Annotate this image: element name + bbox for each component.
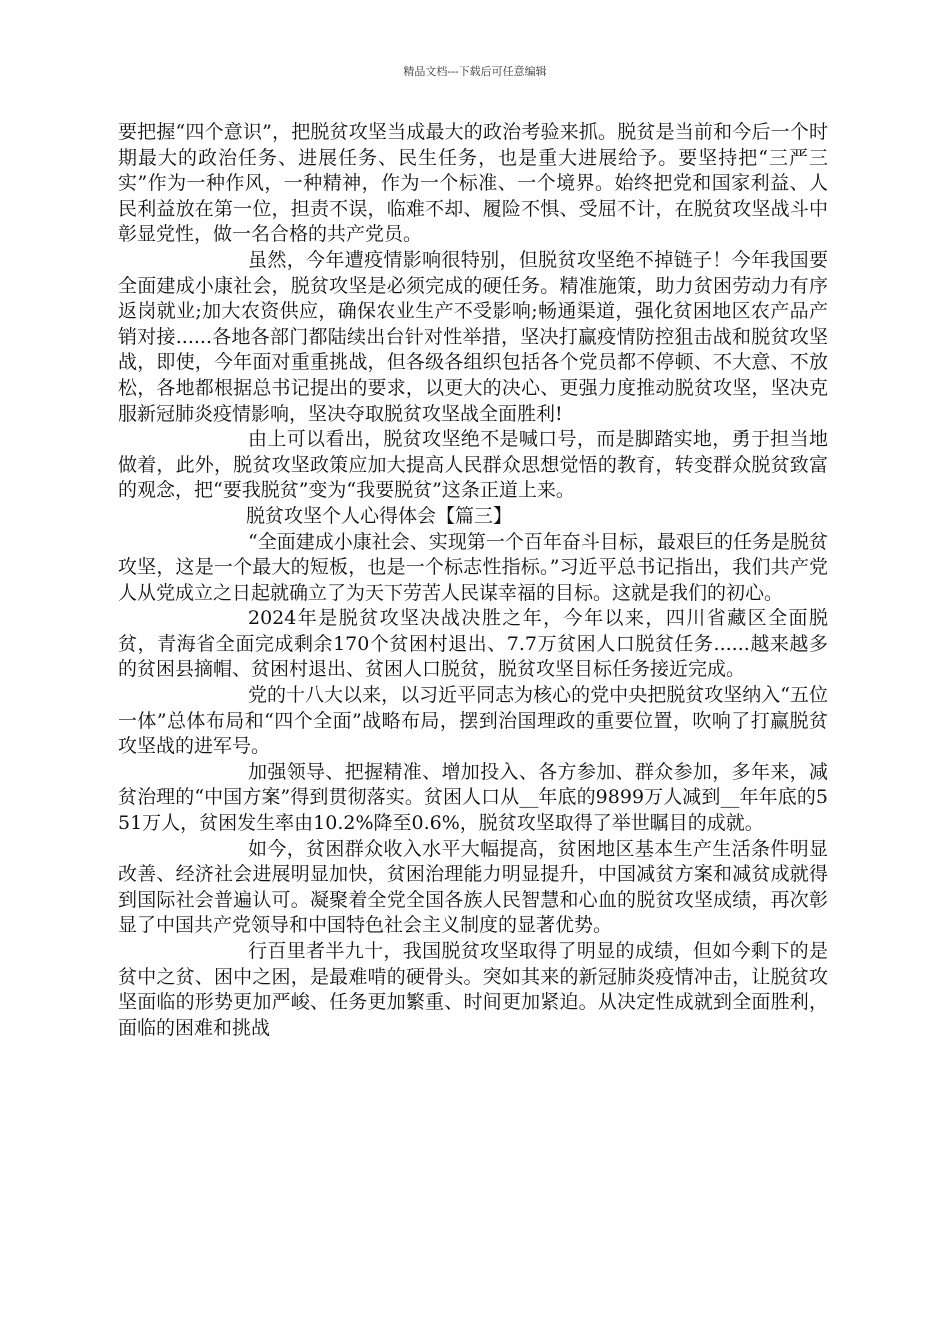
paragraph-5: 2024年是脱贫攻坚决战决胜之年，今年以来，四川省藏区全面脱贫，青海省全面完成剩余170个贫困村退出、7.7万贫困人口脱贫任务......越来越多的贫困县摘帽、贫困村退出、贫困人口脱贫，脱贫攻坚目标任务接近完成。 <box>118 607 828 681</box>
paragraph-4: “全面建成小康社会、实现第一个百年奋斗目标，最艰巨的任务是脱贫攻坚，这是一个最大的短板，也是一个标志性指标。”习近平总书记指出，我们共产党人从党成立之日起就确立了为天下劳苦人民谋幸福的目标。这就是我们的初心。 <box>118 530 828 604</box>
paragraph-6: 党的十八大以来，以习近平同志为核心的党中央把脱贫攻坚纳入“五位一体”总体布局和“四个全面”战略布局，摆到治国理政的重要位置，吹响了打赢脱贫攻坚战的进军号。 <box>118 684 828 758</box>
paragraph-9: 行百里者半九十，我国脱贫攻坚取得了明显的成绩，但如今剩下的是贫中之贫、困中之困，是最难啃的硬骨头。突如其来的新冠肺炎疫情冲击，让脱贫攻坚面临的形势更加严峻、任务更加繁重、时间更加紧迫。从决定性成就到全面胜利，面临的困难和挑战 <box>118 940 828 1039</box>
paragraph-8: 如今，贫困群众收入水平大幅提高，贫困地区基本生产生活条件明显改善、经济社会进展明显加快，贫困治理能力明显提升，中国减贫方案和减贫成就得到国际社会普遍认可。凝聚着全党全国各族人民智慧和心血的脱贫攻坚成绩，再次彰显了中国共产党领导和中国特色社会主义制度的显著优势。 <box>118 837 828 937</box>
paragraph-3: 由上可以看出，脱贫攻坚绝不是喊口号，而是脚踏实地，勇于担当地做着，此外，脱贫攻坚政策应加大提高人民群众思想觉悟的教育，转变群众脱贫致富的观念，把“要我脱贫”变为“我要脱贫”这条正道上来。 <box>118 428 828 502</box>
paragraph-1: 要把握“四个意识”，把脱贫攻坚当成最大的政治考验来抓。脱贫是当前和今后一个时期最大的政治任务、进展任务、民生任务，也是重大进展给予。要坚持把“三严三实”作为一种作风，一种精神，作为一个标准、一个境界。始终把党和国家利益、人民利益放在第一位，担责不误，临难不却、履险不惧、受屈不计，在脱贫攻坚战斗中彰显党性，做一名合格的共产党员。 <box>118 121 828 246</box>
document-body <box>118 120 828 1041</box>
page-header: 精品文档---下载后可任意编辑 <box>403 65 547 78</box>
section-heading: 脱贫攻坚个人心得体会【篇三】 <box>246 504 513 527</box>
paragraph-7: 加强领导、把握精准、增加投入、各方参加、群众参加，多年来，减贫治理的“中国方案”得到贯彻落实。贫困人口从__年底的9899万人减到__年年底的551万人，贫困发生率由10.2%降至0.6%，脱贫攻坚取得了举世瞩目的成就。 <box>118 760 828 835</box>
paragraph-2: 虽然，今年遭疫情影响很特别，但脱贫攻坚绝不掉链子！今年我国要全面建成小康社会，脱贫攻坚是必须完成的硬任务。精准施策，助力贫困劳动力有序返岗就业;加大农资供应，确保农业生产不受影响;畅通渠道，强化贫困地区农产品产销对接......各地各部门都陆续出台针对性举措，坚决打赢疫情防控狙击战和脱贫攻坚战，即使，今年面对重重挑战，但各级各组织包括各个党员都不停顿、不大意、不放松，各地都根据总书记提出的要求，以更大的决心、更强力度推动脱贫攻坚，坚决克服新冠肺炎疫情影响，坚决夺取脱贫攻坚战全面胜利! <box>118 248 828 425</box>
